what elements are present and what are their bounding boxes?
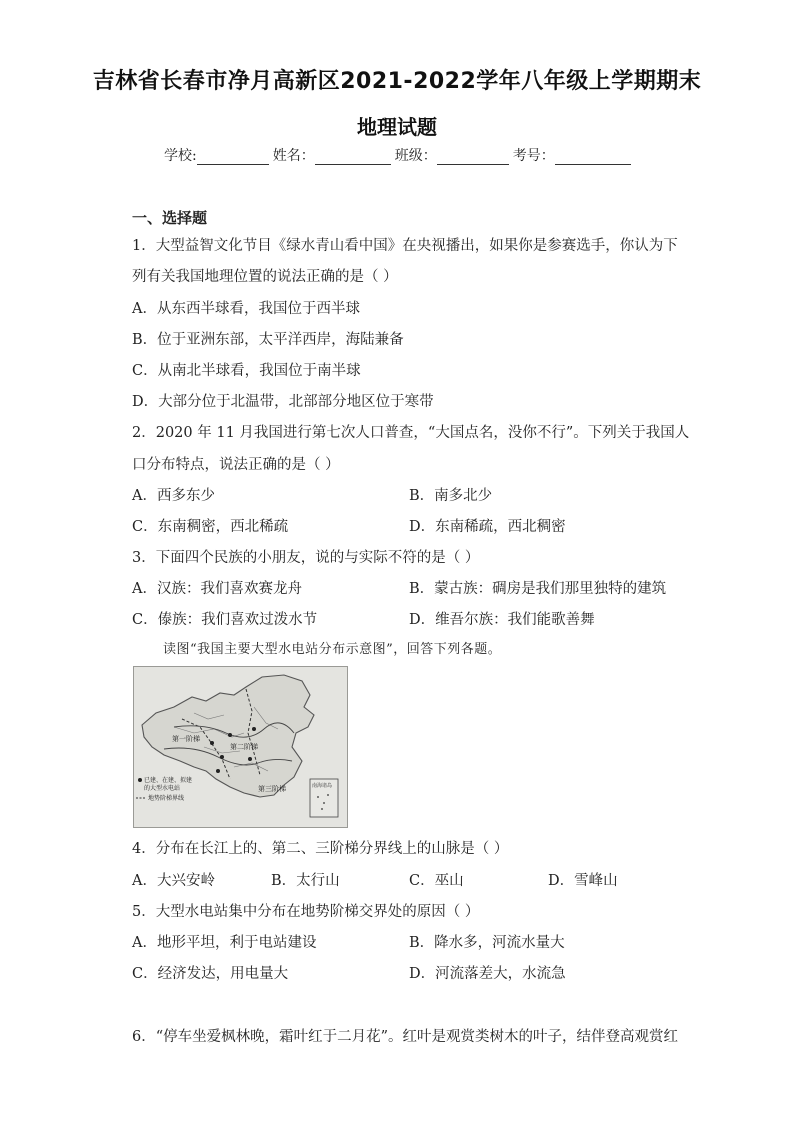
q1-stem-line2: 列有关我国地理位置的说法正确的是（ ） — [132, 269, 398, 285]
q3-stem: 3．下面四个民族的小朋友，说的与实际不符的是（ ） — [132, 550, 480, 566]
name-label: 姓名： — [272, 148, 315, 164]
q1-option-a: A．从东西半球看，我国位于西半球 — [132, 301, 360, 317]
inset-label: 南海诸岛 — [312, 783, 333, 789]
q3-option-d: D．维吾尔族：我们能歌善舞 — [409, 612, 595, 628]
q5-option-a: A．地形平坦，利于电站建设 — [132, 935, 317, 951]
school-blank[interactable] — [197, 150, 269, 165]
q4-option-a: A．大兴安岭 — [132, 873, 215, 889]
q2-option-b: B．南多北少 — [409, 488, 493, 504]
class-label: 班级： — [394, 148, 437, 164]
q4-stem: 4．分布在长江上的、第二、三阶梯分界线上的山脉是（ ） — [132, 841, 509, 857]
q2-option-d: D．东南稀疏，西北稠密 — [409, 519, 566, 535]
q4-option-d: D．雪峰山 — [548, 873, 618, 889]
q1-option-b: B．位于亚洲东部，太平洋西岸，海陆兼备 — [132, 332, 404, 348]
exam-no-blank[interactable] — [555, 150, 631, 165]
q3-option-b: B．蒙古族：碉房是我们那里独特的建筑 — [409, 581, 667, 597]
exam-subtitle: 地理试题 — [357, 115, 437, 139]
legend-line1: 已建、在建、拟建 — [144, 777, 193, 784]
q5-stem: 5．大型水电站集中分布在地势阶梯交界处的原因（ ） — [132, 904, 480, 920]
legend-line3: 地势阶梯界线 — [148, 795, 185, 802]
section-heading: 一、选择题 — [132, 209, 208, 227]
q3-option-c: C．傣族：我们喜欢过泼水节 — [132, 612, 318, 628]
q5-option-c: C．经济发达，用电量大 — [132, 966, 289, 982]
q1-option-c: C．从南北半球看，我国位于南半球 — [132, 363, 361, 379]
q2-option-a: A．西多东少 — [132, 488, 215, 504]
class-blank[interactable] — [437, 150, 509, 165]
step3-label: 第三阶梯 — [258, 785, 286, 793]
q1-stem-line1: 1．大型益智文化节目《绿水青山看中国》在央视播出，如果你是参赛选手，你认为下 — [132, 238, 678, 254]
name-blank[interactable] — [315, 150, 391, 165]
student-info-row — [164, 145, 635, 165]
q4-option-c: C．巫山 — [409, 873, 464, 889]
legend-line2: 的大型水电站 — [144, 785, 181, 792]
exam-no-label: 考号： — [512, 148, 555, 164]
china-outline-illustration — [134, 667, 347, 827]
step2-label: 第二阶梯 — [230, 743, 258, 751]
q5-option-d: D．河流落差大，水流急 — [409, 966, 566, 982]
exam-title: 吉林省长春市净月高新区2021-2022学年八年级上学期期末 — [92, 69, 702, 94]
q6-stem-line1: 6．“停车坐爱枫林晚，霜叶红于二月花”。红叶是观赏类树木的叶子，结伴登高观赏红 — [132, 1029, 679, 1045]
step1-label: 第一阶梯 — [172, 735, 200, 743]
q4-option-b: B．太行山 — [271, 873, 340, 889]
q3-option-a: A．汉族：我们喜欢赛龙舟 — [132, 581, 302, 597]
school-label: 学校: — [164, 148, 197, 164]
q2-option-c: C．东南稠密，西北稀疏 — [132, 519, 289, 535]
q2-stem-line2: 口分布特点，说法正确的是（ ） — [132, 457, 340, 473]
map-caption: 读图“我国主要大型水电站分布示意图”，回答下列各题。 — [163, 642, 502, 657]
q1-option-d: D．大部分位于北温带，北部部分地区位于寒带 — [132, 394, 434, 410]
q2-stem-line1: 2．2020 年 11 月我国进行第七次人口普查，“大国点名，没你不行”。下列关于我国人 — [132, 425, 690, 441]
q5-option-b: B．降水多，河流水量大 — [409, 935, 565, 951]
hydropower-map — [133, 666, 348, 828]
